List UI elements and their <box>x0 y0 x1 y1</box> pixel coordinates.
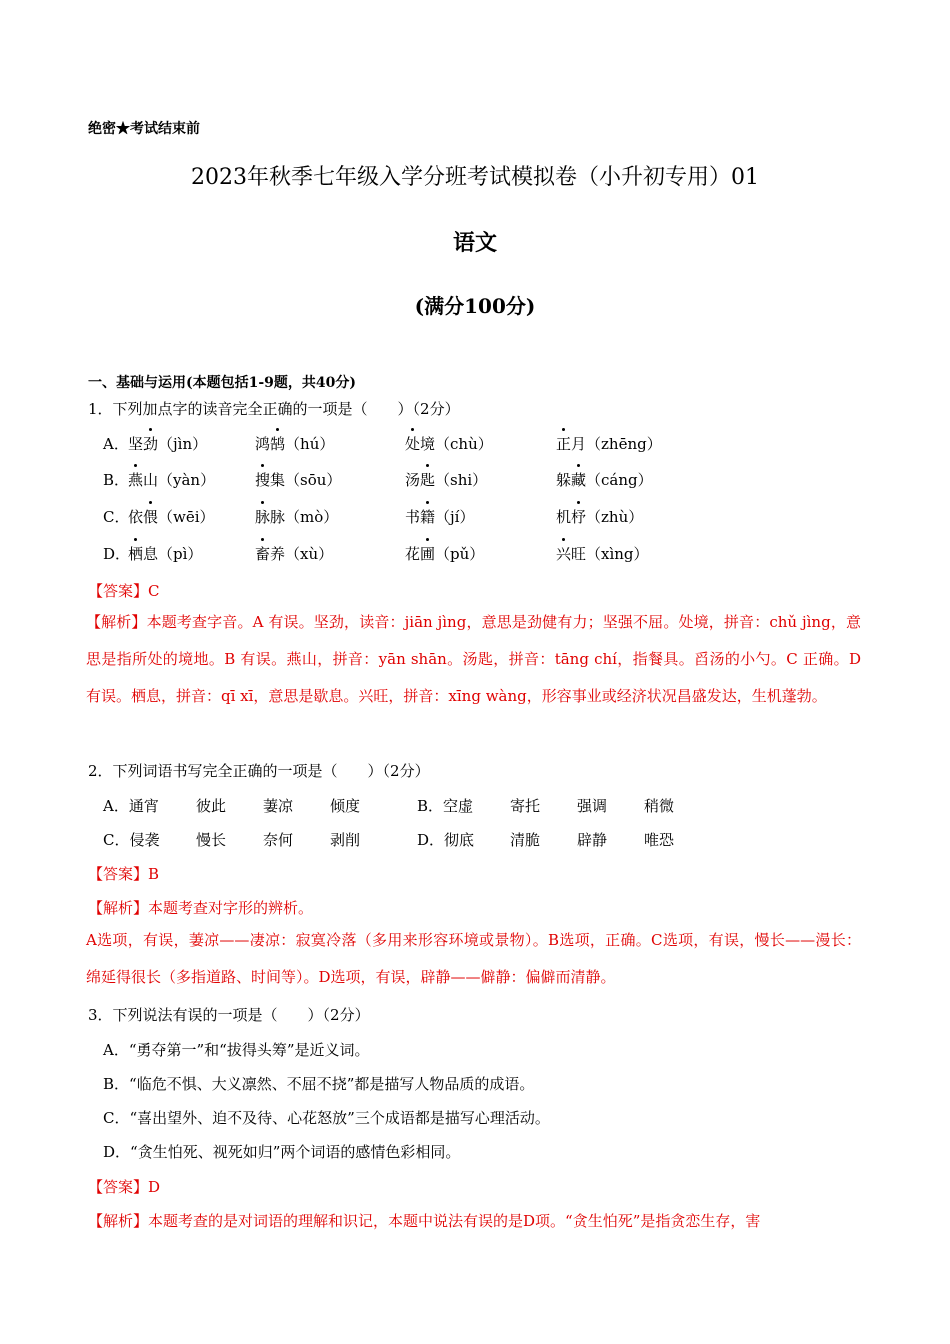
total-score: (满分100分) <box>414 294 536 318</box>
option-text: （pǔ） <box>435 545 485 563</box>
option-word <box>405 469 487 490</box>
emphasized-char: 杼 <box>571 508 587 526</box>
analysis-row <box>88 1210 760 1231</box>
option-text: 书 <box>405 508 421 526</box>
option-text: 月（zhēng） <box>571 435 662 453</box>
option-word <box>128 433 207 454</box>
option-text: 机 <box>556 508 572 526</box>
option-text: 境（chù） <box>420 435 493 453</box>
answer-label: 【答案】 <box>88 1178 149 1196</box>
option-word: 稍微 <box>644 797 675 815</box>
emphasized-char: 藏 <box>571 471 587 489</box>
option-word <box>556 543 649 564</box>
subject-title: 语文 <box>452 230 497 256</box>
option-word <box>128 543 202 564</box>
answer-label: 【答案】 <box>88 865 149 883</box>
analysis-label: 【解析】 <box>88 899 149 917</box>
option-word: 倾度 <box>330 797 361 815</box>
option-word <box>255 506 338 527</box>
option-word <box>405 433 493 454</box>
option-word <box>255 543 333 564</box>
option-word <box>556 433 662 454</box>
analysis-label: 【解析】 <box>86 613 147 631</box>
answer-row <box>88 863 159 884</box>
analysis-label: 【解析】 <box>88 1212 149 1230</box>
answer-value: B <box>148 865 160 883</box>
emphasized-char: 燕 <box>128 471 144 489</box>
option-text: 依 <box>128 508 144 526</box>
option-text: 躲 <box>556 471 572 489</box>
option-word: A．通宵 <box>103 797 159 815</box>
option-word: 唯恐 <box>644 831 675 849</box>
option-word <box>405 543 484 564</box>
option-word <box>128 506 215 527</box>
option-text: 汤 <box>405 471 421 489</box>
option-text: 鸿 <box>255 435 271 453</box>
option-text: 养（xù） <box>270 545 334 563</box>
option-word: B．空虚 <box>417 797 474 815</box>
option-label: B． <box>103 471 130 489</box>
emphasized-char: 鹄 <box>270 435 286 453</box>
answer-value: D <box>148 1178 161 1196</box>
answer-label: 【答案】 <box>88 582 149 600</box>
section-heading: 一、基础与运用(本题包括1-9题，共40分) <box>88 375 357 391</box>
option-word <box>556 506 643 527</box>
question-3-option-a: A．“勇夺第一”和“拔得头筹”是近义词。 <box>103 1041 370 1059</box>
option-text: 花 <box>405 545 421 563</box>
option-text: （zhù） <box>586 508 644 526</box>
option-label: D． <box>103 545 131 563</box>
option-text: （jìn） <box>158 435 208 453</box>
analysis-paragraph <box>86 604 861 715</box>
analysis-paragraph: A选项，有误，萋凉——凄凉：寂寞冷落（多用来形容环境或景物）。B选项，正确。C选项，有误，慢长——漫长：绵延得很长（多指道路、时间等）。D选项，有误，辟静——僻静：偏僻而清静。 <box>86 931 861 986</box>
option-text: （wēi） <box>158 508 215 526</box>
emphasized-char: 圃 <box>420 545 436 563</box>
analysis-text: 本题考查的是对词语的理解和识记，本题中说法有误的是D项。“贪生怕死”是指贪恋生存，害 <box>148 1212 761 1230</box>
option-text: 坚 <box>128 435 144 453</box>
emphasized-char: 畜 <box>255 545 271 563</box>
confidential-mark: 绝密★考试结束前 <box>88 121 200 137</box>
option-text: （cáng） <box>586 471 653 489</box>
option-text: 息（pì） <box>143 545 203 563</box>
question-3-option-b: B．“临危不惧、大义凛然、不屈不挠”都是描写人物品质的成语。 <box>103 1075 535 1093</box>
question-3-option-c: C．“喜出望外、迫不及待、心花怒放”三个成语都是描写心理活动。 <box>103 1109 550 1127</box>
question-3-option-d: D．“贪生怕死、视死如归”两个词语的感情色彩相同。 <box>103 1143 461 1161</box>
emphasized-char: 处 <box>405 435 421 453</box>
emphasized-char: 籍 <box>420 508 436 526</box>
answer-row <box>88 580 160 601</box>
option-word: 辟静 <box>577 831 608 849</box>
analysis-text: 本题考查字音。A 有误。坚劲，读音：jiān jìng，意思是劲健有力；坚强不屈。处境，拼音：chǔ jìng，意思是指所处的境地。B 有误。燕山，拼音：yān shān。汤匙，拼音：tāng chí，指餐具。舀汤的小勺。C 正确。D 有误。栖息，拼音：qī xī，意思是歇息。兴旺，拼音：xīng wàng，形容事业或经济状况昌盛发达，生机蓬勃。 <box>86 613 861 705</box>
emphasized-char: 脉 <box>255 508 271 526</box>
answer-row <box>88 1176 160 1197</box>
option-word: D．彻底 <box>417 831 475 849</box>
option-text: （shi） <box>435 471 488 489</box>
question-3-stem: 3．下列说法有误的一项是（ ）（2分） <box>88 1006 370 1024</box>
option-word: 奈何 <box>263 831 294 849</box>
analysis-intro-row <box>88 897 313 918</box>
emphasized-char: 劲 <box>143 435 159 453</box>
exam-title: 2023年秋季七年级入学分班考试模拟卷（小升初专用）01 <box>191 165 759 190</box>
option-word: 清脆 <box>510 831 541 849</box>
emphasized-char: 正 <box>556 435 572 453</box>
option-label: C． <box>103 508 130 526</box>
option-word: 寄托 <box>510 797 541 815</box>
question-2-stem: 2．下列词语书写完全正确的一项是（ ）（2分） <box>88 762 430 780</box>
option-word: 强调 <box>577 797 608 815</box>
option-word <box>405 506 474 527</box>
emphasized-char: 偎 <box>143 508 159 526</box>
answer-value: C <box>148 582 160 600</box>
option-word: 剥削 <box>330 831 361 849</box>
emphasized-char: 匙 <box>420 471 436 489</box>
option-text: 集（sōu） <box>270 471 342 489</box>
question-1-stem: 1．下列加点字的读音完全正确的一项是（ ）（2分） <box>88 400 460 418</box>
emphasized-char: 搜 <box>255 471 271 489</box>
option-word <box>556 469 653 490</box>
option-text: 山（yàn） <box>143 471 216 489</box>
option-text: （hú） <box>285 435 335 453</box>
emphasized-char: 兴 <box>556 545 572 563</box>
option-text: 脉（mò） <box>270 508 339 526</box>
analysis-intro: 本题考查对字形的辨析。 <box>148 899 314 917</box>
option-word <box>255 433 334 454</box>
option-text: 旺（xìng） <box>571 545 649 563</box>
option-label: A． <box>103 435 129 453</box>
option-word <box>128 469 215 490</box>
emphasized-char: 栖 <box>128 545 144 563</box>
option-word: C．侵袭 <box>103 831 160 849</box>
option-word: 慢长 <box>196 831 227 849</box>
option-word <box>255 469 341 490</box>
option-word: 萋凉 <box>263 797 294 815</box>
option-text: （jí） <box>435 508 475 526</box>
option-word: 彼此 <box>196 797 227 815</box>
